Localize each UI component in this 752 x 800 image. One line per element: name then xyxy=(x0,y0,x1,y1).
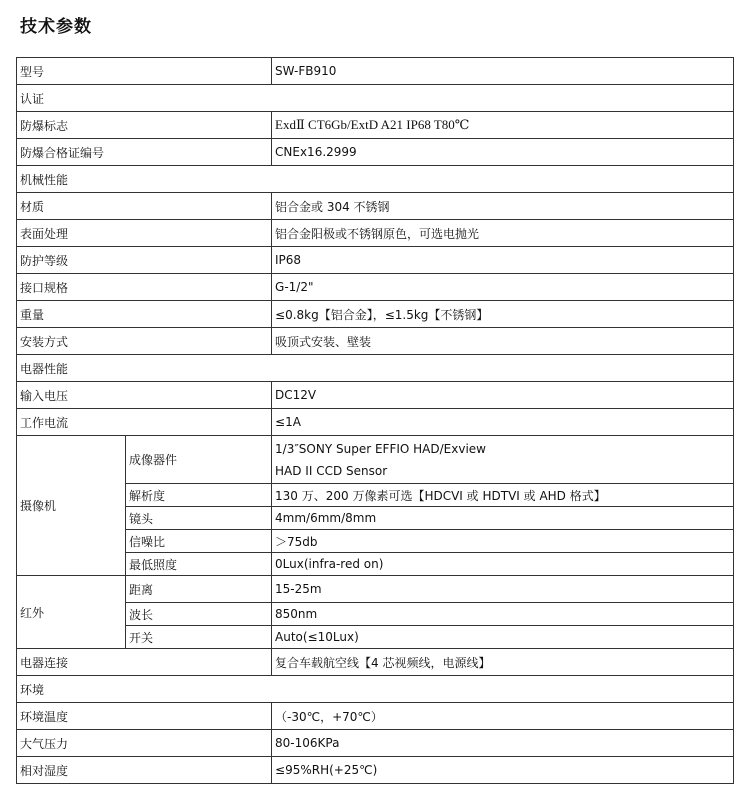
weight-value: ≤0.8kg【铝合金】，≤1.5kg【不锈钢】 xyxy=(272,301,734,328)
camera-sensor-value-line2: HAD II CCD Sensor xyxy=(275,463,388,478)
camera-sensor-label: 成像器件 xyxy=(126,436,272,484)
section-row-mechanical xyxy=(17,166,734,193)
surface-label: 表面处理 xyxy=(17,220,272,247)
weight-label: 重量 xyxy=(17,301,272,328)
certification-section-label: 认证 xyxy=(17,85,734,112)
table-row-pressure xyxy=(17,730,734,757)
infrared-group-label: 红外 xyxy=(17,576,126,649)
table-row-env-temp xyxy=(17,703,734,730)
model-value: SW-FB910 xyxy=(272,58,734,85)
env-temp-label: 环境温度 xyxy=(17,703,272,730)
interface-value: G-1/2" xyxy=(272,274,734,301)
infrared-wavelength-label: 波长 xyxy=(126,603,272,626)
infrared-switch-value: Auto(≤10Lux) xyxy=(272,626,734,649)
camera-lens-value: 4mm/6mm/8mm xyxy=(272,507,734,530)
spec-table xyxy=(16,57,734,784)
camera-illumination-label: 最低照度 xyxy=(126,553,272,576)
explosion-mark-label: 防爆标志 xyxy=(17,112,272,139)
current-label: 工作电流 xyxy=(17,409,272,436)
camera-lens-label: 镜头 xyxy=(126,507,272,530)
protection-label: 防护等级 xyxy=(17,247,272,274)
table-row-model xyxy=(17,58,734,85)
camera-sensor-value-line1: 1/3″SONY Super EFFIO HAD/Exview xyxy=(275,441,486,456)
humidity-label: 相对湿度 xyxy=(17,757,272,784)
table-row-interface xyxy=(17,274,734,301)
connection-value: 复合车载航空线【4 芯视频线，电源线】 xyxy=(272,649,734,676)
voltage-label: 输入电压 xyxy=(17,382,272,409)
table-row-material xyxy=(17,193,734,220)
table-row-cert-number xyxy=(17,139,734,166)
section-row-environment xyxy=(17,676,734,703)
camera-snr-value: ＞75db xyxy=(272,530,734,553)
infrared-wavelength-value: 850nm xyxy=(272,603,734,626)
table-row-infrared-distance xyxy=(17,576,734,603)
section-row-electrical xyxy=(17,355,734,382)
mounting-label: 安装方式 xyxy=(17,328,272,355)
voltage-value: DC12V xyxy=(272,382,734,409)
table-row-connection xyxy=(17,649,734,676)
interface-label: 接口规格 xyxy=(17,274,272,301)
cert-number-value: CNEx16.2999 xyxy=(272,139,734,166)
camera-resolution-label: 解析度 xyxy=(126,484,272,507)
infrared-distance-value: 15-25m xyxy=(272,576,734,603)
humidity-value: ≤95%RH(+25℃) xyxy=(272,757,734,784)
table-row-camera-sensor xyxy=(17,436,734,484)
table-row-weight xyxy=(17,301,734,328)
environment-section-label: 环境 xyxy=(17,676,734,703)
camera-group-label: 摄像机 xyxy=(17,436,126,576)
page-title: 技术参数 xyxy=(20,17,92,37)
explosion-mark-value: ExdⅡ CT6Gb/ExtD A21 IP68 T80℃ xyxy=(272,112,734,139)
surface-value: 铝合金阳极或不锈钢原色，可选电抛光 xyxy=(272,220,734,247)
pressure-label: 大气压力 xyxy=(17,730,272,757)
electrical-section-label: 电器性能 xyxy=(17,355,734,382)
material-value: 铝合金或 304 不锈钢 xyxy=(272,193,734,220)
camera-resolution-value: 130 万、200 万像素可选【HDCVI 或 HDTVI 或 AHD 格式】 xyxy=(272,484,734,507)
protection-value: IP68 xyxy=(272,247,734,274)
camera-sensor-value xyxy=(272,436,734,484)
mounting-value: 吸顶式安装、壁装 xyxy=(272,328,734,355)
model-label: 型号 xyxy=(17,58,272,85)
table-row-surface xyxy=(17,220,734,247)
current-value: ≤1A xyxy=(272,409,734,436)
material-label: 材质 xyxy=(17,193,272,220)
table-row-current xyxy=(17,409,734,436)
camera-snr-label: 信噪比 xyxy=(126,530,272,553)
table-row-explosion-mark xyxy=(17,112,734,139)
mechanical-section-label: 机械性能 xyxy=(17,166,734,193)
cert-number-label: 防爆合格证编号 xyxy=(17,139,272,166)
table-row-mounting xyxy=(17,328,734,355)
table-row-protection xyxy=(17,247,734,274)
infrared-distance-label: 距离 xyxy=(126,576,272,603)
connection-label: 电器连接 xyxy=(17,649,272,676)
env-temp-value: （-30℃，+70℃） xyxy=(272,703,734,730)
camera-illumination-value: 0Lux(infra-red on) xyxy=(272,553,734,576)
pressure-value: 80-106KPa xyxy=(272,730,734,757)
section-row-certification xyxy=(17,85,734,112)
table-row-humidity xyxy=(17,757,734,784)
infrared-switch-label: 开关 xyxy=(126,626,272,649)
table-row-voltage xyxy=(17,382,734,409)
